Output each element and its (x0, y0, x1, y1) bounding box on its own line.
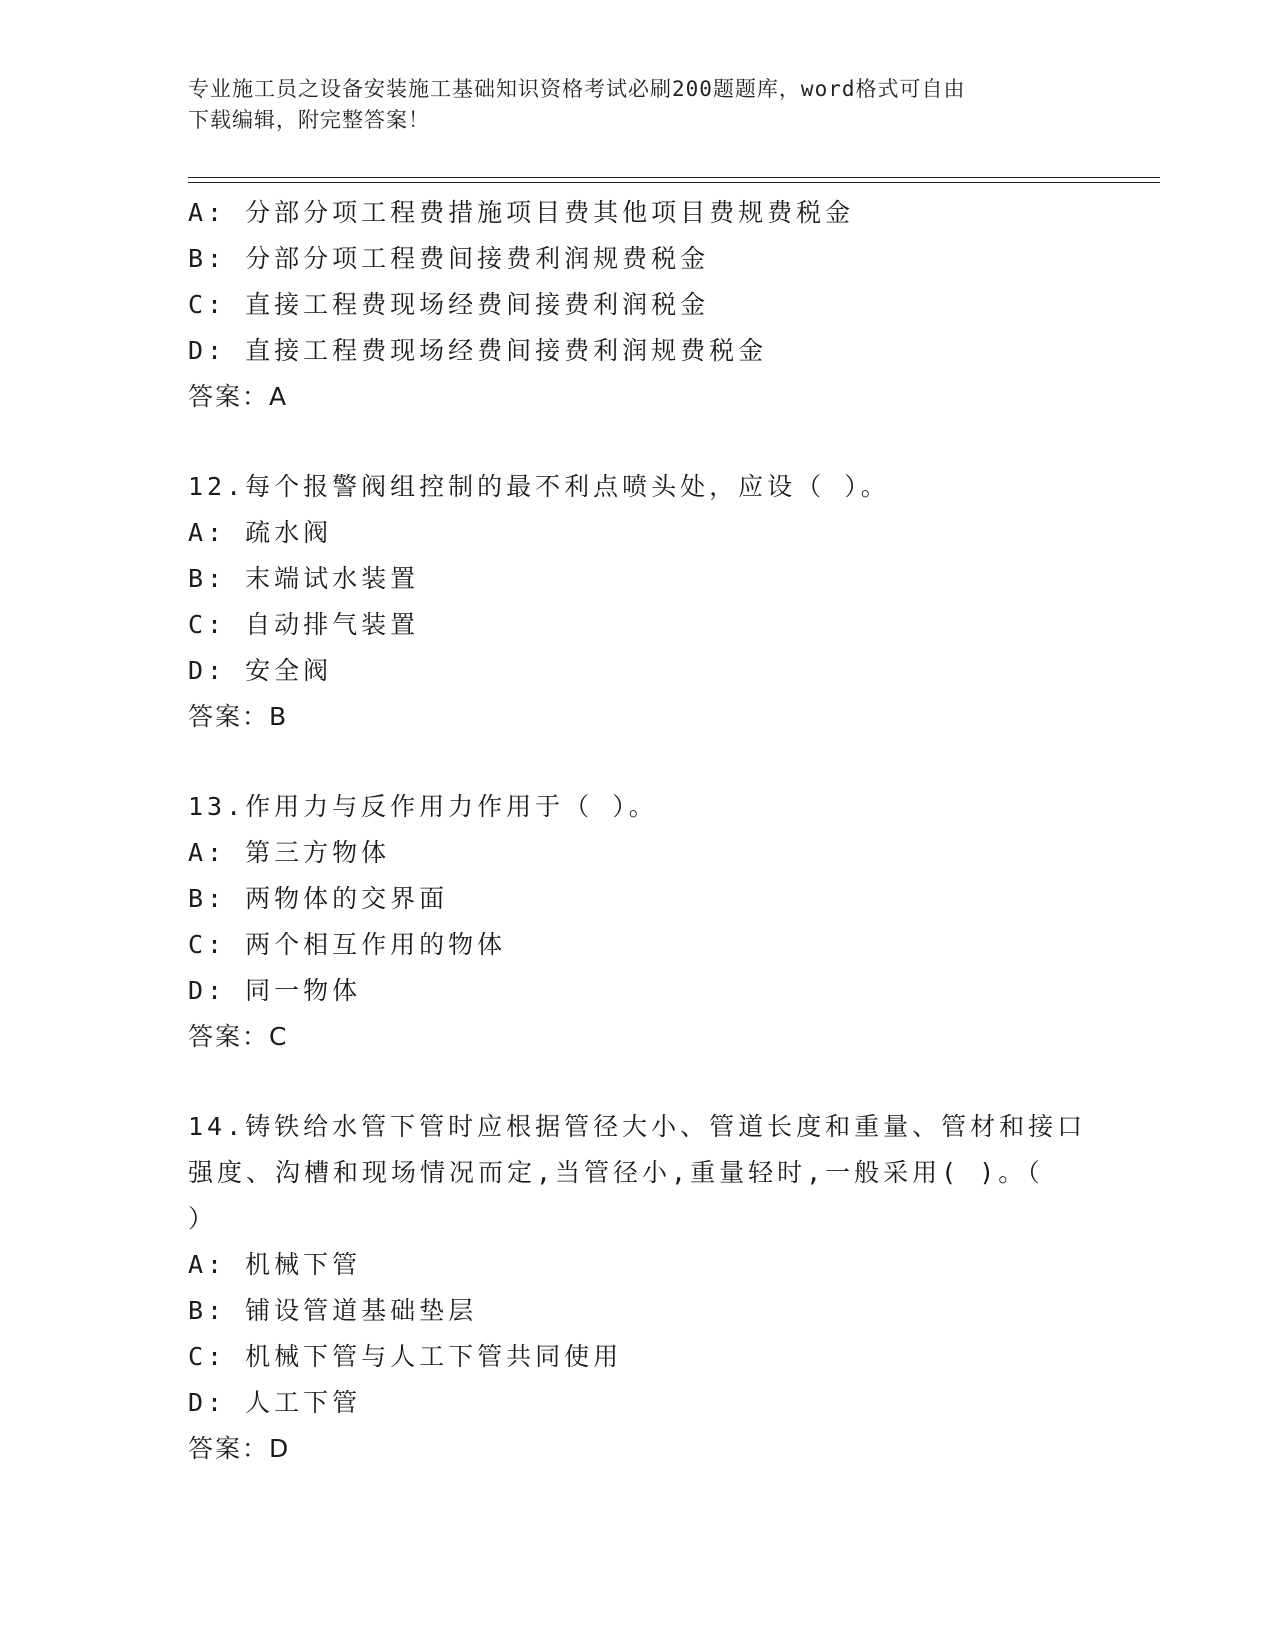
answer: 答案：D (188, 1434, 291, 1463)
answer: 答案：A (188, 382, 289, 411)
option-d: D: 直接工程费现场经费间接费利润规费税金 (188, 336, 768, 365)
document-header (188, 74, 1068, 136)
option-d: D: 同一物体 (188, 976, 362, 1005)
spacer (188, 420, 1108, 464)
option-c: C: 两个相互作用的物体 (188, 930, 507, 959)
question-stem-line-3: ） (188, 1204, 218, 1233)
header-line-1: 专业施工员之设备安装施工基础知识资格考试必刷200题题库，word格式可自由 (188, 77, 966, 101)
header-line-2: 下载编辑，附完整答案！ (188, 108, 430, 132)
question-stem: 13.作用力与反作用力作用于（ ）。 (188, 792, 658, 821)
question-14 (188, 1104, 1108, 1472)
question-11 (188, 190, 1108, 420)
question-stem: 12.每个报警阀组控制的最不利点喷头处，应设（ ）。 (188, 472, 890, 501)
option-d: D: 安全阀 (188, 656, 333, 685)
question-stem-line-2: 强度、沟槽和现场情况而定,当管径小,重量轻时,一般采用( )。（ (188, 1158, 1044, 1187)
option-c: C: 机械下管与人工下管共同使用 (188, 1342, 623, 1371)
option-a: A: 分部分项工程费措施项目费其他项目费规费税金 (188, 198, 855, 227)
spacer (188, 740, 1108, 784)
option-a: A: 第三方物体 (188, 838, 391, 867)
question-12 (188, 464, 1108, 740)
answer: 答案：B (188, 702, 289, 731)
question-list (188, 190, 1108, 1472)
header-divider-top (188, 177, 1160, 178)
option-c: C: 自动排气装置 (188, 610, 420, 639)
option-b: B: 两物体的交界面 (188, 884, 449, 913)
option-b: B: 铺设管道基础垫层 (188, 1296, 478, 1325)
question-13 (188, 784, 1108, 1060)
option-a: A: 疏水阀 (188, 518, 333, 547)
option-a: A: 机械下管 (188, 1250, 362, 1279)
question-stem-line-1: 14.铸铁给水管下管时应根据管径大小、管道长度和重量、管材和接口 (188, 1112, 1087, 1141)
option-c: C: 直接工程费现场经费间接费利润税金 (188, 290, 710, 319)
question-stem (188, 1104, 1108, 1242)
answer: 答案：C (188, 1022, 289, 1051)
option-b: B: 末端试水装置 (188, 564, 420, 593)
spacer (188, 1060, 1108, 1104)
option-d: D: 人工下管 (188, 1388, 362, 1417)
option-b: B: 分部分项工程费间接费利润规费税金 (188, 244, 710, 273)
header-divider-bottom (188, 182, 1160, 183)
